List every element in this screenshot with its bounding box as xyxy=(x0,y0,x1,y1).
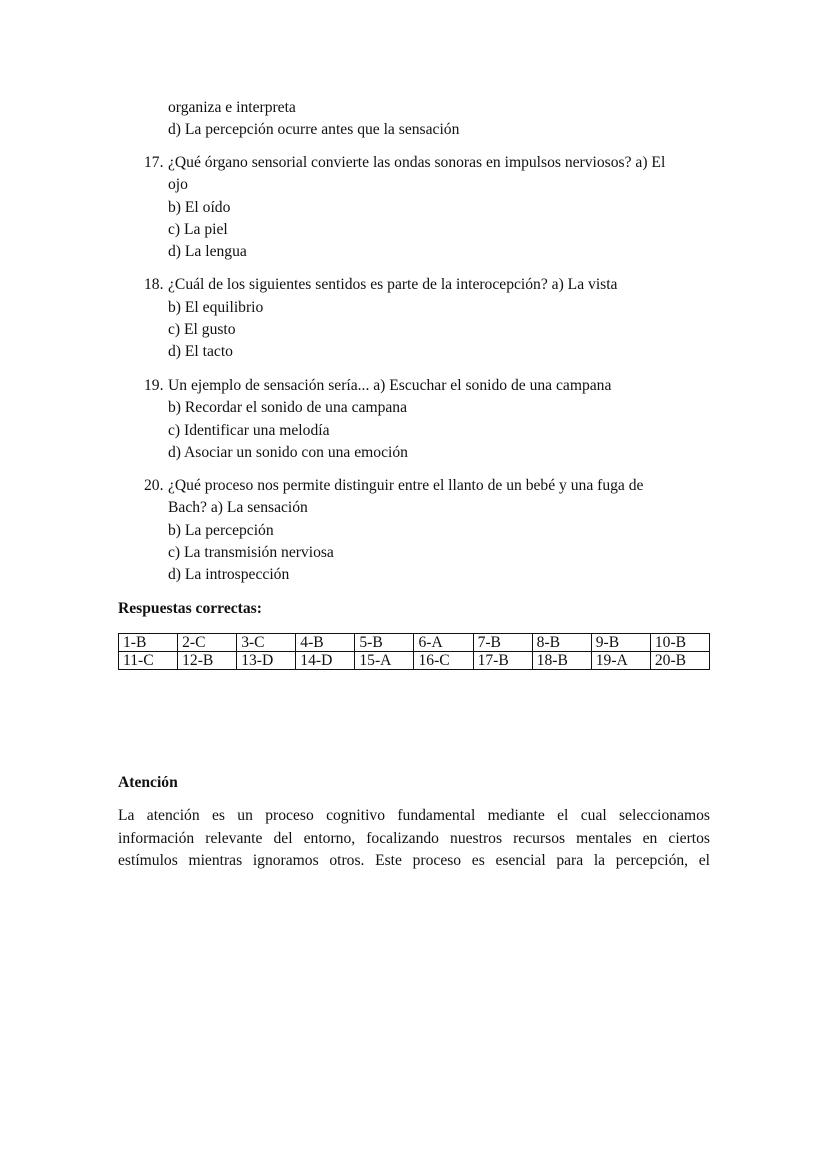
answer-cell: 12-B xyxy=(178,652,237,670)
q16-continuation-line: organiza e interpreta xyxy=(168,99,296,116)
answer-cell: 10-B xyxy=(650,634,709,652)
q19-option-d: d) Asociar un sonido con una emoción xyxy=(168,444,408,461)
q17-option-d: d) La lengua xyxy=(168,243,247,260)
q18-option-c: c) El gusto xyxy=(168,321,236,338)
answers-row-1 xyxy=(119,634,710,652)
q16-option-d: d) La percepción ocurre antes que la sensación xyxy=(168,121,460,138)
q19-option-c: c) Identificar una melodía xyxy=(168,422,330,439)
q18-number: 18. xyxy=(144,276,164,293)
q17-number: 17. xyxy=(144,154,164,171)
q17-option-c: c) La piel xyxy=(168,221,228,238)
answer-cell: 13-D xyxy=(237,652,296,670)
answer-cell: 6-A xyxy=(414,634,473,652)
answer-cell: 7-B xyxy=(473,634,532,652)
q17-option-b: b) El oído xyxy=(168,199,231,216)
attention-paragraph-line-3: estímulos mientras ignoramos otros. Este proceso es esencial para la percepción, el xyxy=(118,852,710,869)
answer-cell: 3-C xyxy=(237,634,296,652)
answers-heading: Respuestas correctas: xyxy=(118,600,262,617)
q20-option-d: d) La introspección xyxy=(168,566,290,583)
answer-cell: 9-B xyxy=(591,634,650,652)
q18-stem: ¿Cuál de los siguientes sentidos es parte de la interocepción? a) La vista xyxy=(168,276,618,293)
answer-cell: 18-B xyxy=(532,652,591,670)
q20-option-b: b) La percepción xyxy=(168,522,274,539)
attention-paragraph-line-2: información relevante del entorno, focalizando nuestros recursos mentales en ciertos xyxy=(118,830,710,847)
answer-cell: 5-B xyxy=(355,634,414,652)
answer-cell: 4-B xyxy=(296,634,355,652)
answer-cell: 11-C xyxy=(119,652,178,670)
answer-cell: 8-B xyxy=(532,634,591,652)
answer-cell: 16-C xyxy=(414,652,473,670)
q20-stem-continued: Bach? a) La sensación xyxy=(168,499,308,516)
q19-number: 19. xyxy=(144,377,164,394)
q17-stem-continued: ojo xyxy=(168,176,188,193)
q19-stem: Un ejemplo de sensación sería... a) Escuchar el sonido de una campana xyxy=(168,377,612,394)
q20-stem: ¿Qué proceso nos permite distinguir entre el llanto de un bebé y una fuga de xyxy=(168,477,644,494)
answers-table xyxy=(118,633,710,670)
answer-cell: 19-A xyxy=(591,652,650,670)
q20-option-c: c) La transmisión nerviosa xyxy=(168,544,334,561)
answer-cell: 2-C xyxy=(178,634,237,652)
answer-cell: 1-B xyxy=(119,634,178,652)
answer-cell: 15-A xyxy=(355,652,414,670)
q18-option-d: d) El tacto xyxy=(168,343,233,360)
q18-option-b: b) El equilibrio xyxy=(168,299,264,316)
answer-cell: 20-B xyxy=(650,652,709,670)
answer-cell: 14-D xyxy=(296,652,355,670)
section-heading-attention: Atención xyxy=(118,774,178,791)
q17-stem: ¿Qué órgano sensorial convierte las ondas sonoras en impulsos nerviosos? a) El xyxy=(168,154,666,171)
answer-cell: 17-B xyxy=(473,652,532,670)
attention-paragraph-line-1: La atención es un proceso cognitivo fundamental mediante el cual seleccionamos xyxy=(118,807,710,824)
q20-number: 20. xyxy=(144,477,164,494)
answers-row-2 xyxy=(119,652,710,670)
q19-option-b: b) Recordar el sonido de una campana xyxy=(168,399,408,416)
